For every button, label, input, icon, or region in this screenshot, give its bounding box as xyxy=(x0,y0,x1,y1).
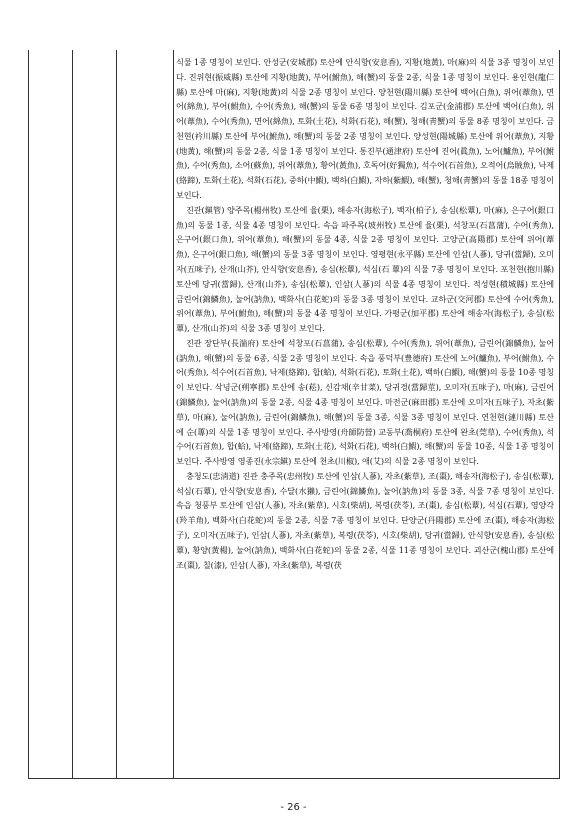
column-divider xyxy=(173,50,174,778)
body-text-cell xyxy=(176,55,554,775)
table-frame xyxy=(28,50,560,779)
column-divider xyxy=(72,50,73,778)
page-number: - 26 - xyxy=(280,802,307,813)
paragraph-1: 식물 1종 명칭이 보인다. 안성군(安城郡) 토산에 안식향(安息香), 지황(地黃), 마(麻)의 식물 3종 명칭이 보인다. 진위현(振威縣) 토산에 지황(地黃), 부어(鮒魚), 해(蟹)의 동물 2종, 식물 1종 명칭이 보인다. 용인현(龍仁縣) 토산에 마(麻), 지황(地黃)의 식물 2종 명칭이 보인다. 양천현(陽川縣) 토산에 백어(白魚), 위어(葦魚), 면어(綿魚), 부어(鮒魚), 수어(秀魚), 해(蟹)의 동물 6종 명칭이 보인다. 김포군(金浦郡) 토산에 백어(白魚), 위어(葦魚), 수어(秀魚), 면어(綿魚), 토화(土花), 석화(石花), 해(蟹), 청해(靑蟹)의 동물 8종 명칭이 보인다. 금천현(衿川縣) 토산에 부어(鮒魚), 해(蟹)의 동물 2종 명칭이 보인다. 양성현(陽城縣) 토산에 위어(葦魚), 지황(地黃), 해(蟹)의 동물 2종, 식물 1종 명칭이 보인다. 통진부(通津府) 토산에 진어(眞魚), 노어(鱸魚), 부어(鮒魚), 수어(秀魚), 소어(蘇魚), 위어(葦魚), 황어(黃魚), 호독어(好獨魚), 석수어(石首魚), 오적어(烏賊魚), 낙제(絡蹄), 토화(土花), 석화(石花), 중하(中鰕), 백하(白鰕), 자하(紫鰕), 해(蟹), 청해(靑蟹)의 동물 18종 명칭이 보인다. xyxy=(176,57,554,201)
paragraph-4: 충청도(忠淸道) 진관 충주목(忠州牧) 토산에 인삼(人蔘), 자초(紫草), 조(棗), 해송자(海松子), 송심(松蕈), 석심(石蕈), 안식향(安息香), 수달(水獺), 금린어(錦鱗魚), 눌어(訥魚)의 동물 3종, 식물 7종 명칭이 보인다. 속읍 청풍부 토산에 인삼(人蔘), 자초(紫草), 시호(柴胡), 복령(茯苓), 조(棗), 송심(松蕈), 석심(石蕈), 영양각(羚羊角), 백화사(白花蛇)의 동물 2종, 식물 7종 명칭이 보인다. 단양군(丹陽郡) 토산에 조(棗), 해송자(海松子), 오미자(五味子), 인삼(人蔘), 자초(紫草), 복령(茯苓), 시호(柴胡), 당귀(當歸), 안식향(安息香), 송심(松蕈), 황양(黃楊), 눌어(訥魚), 백화사(白花蛇)의 동물 2종, 식물 11종 명칭이 보인다. 괴산군(槐山郡) 토산에 조(棗), 칠(漆), 인삼(人蔘), 자초(紫草), 복령(茯 xyxy=(176,470,554,570)
paragraph-2: 진관(鎭管) 양주목(楊州牧) 토산에 율(栗), 해송자(海松子), 백자(柏子), 송심(松蕈), 마(麻), 은구어(銀口魚)의 동물 1종, 식물 4종 명칭이 보인다. 속읍 파주목(坡州牧) 토산에 율(栗), 석창포(石菖蒲), 수어(秀魚), 은구어(銀口魚), 위어(葦魚), 해(蟹)의 동물 4종, 식물 2종 명칭이 보인다. 고양군(高陽郡) 토산에 위어(葦魚), 은구어(銀口魚), 해(蟹)의 동물 3종 명칭이 보인다. 영평현(永平縣) 토산에 인삼(人蔘), 당귀(當歸), 오미자(五味子), 산개(山芥), 안식향(安息香), 송심(松蕈), 석심(石 蕈)의 식물 7종 명칭이 보인다. 포천현(抱川縣) 토산에 당귀(當歸), 산개(山芥), 송심(松蕈), 인삼(人蔘)의 식물 4종 명칭이 보인다. 적성현(積城縣) 토산에 금린어(錦鱗魚), 눌어(訥魚), 백화사(白花蛇)의 동물 3종 명칭이 보인다. 교하군(交河郡) 토산에 수어(秀魚), 위어(葦魚), 부어(鮒魚), 해(蟹)의 동물 4종 명칭이 보인다. 가평군(加平郡) 토산에 해송자(海松子), 송심(松蕈), 산개(山芥)의 식물 3종 명칭이 보인다. xyxy=(176,204,554,334)
paragraph-3: 진관 장단부(長湍府) 토산에 석창포(石菖蒲), 송심(松蕈), 수어(秀魚), 위어(葦魚), 금린어(錦鱗魚), 눌어(訥魚), 해(蟹)의 동물 6종, 식물 2종 명칭이 보인다. 속읍 풍덕부(豊德府) 토산에 노어(鱸魚), 부어(鮒魚), 수어(秀魚), 석수어(石首魚), 낙제(絡蹄), 합(蛤), 석화(石花), 토화(土花), 백하(白鰕), 해(蟹)의 동물 10종 명칭이 보인다. 삭녕군(朔寧郡) 토산에 송(菘), 신감채(辛甘菜), 당귀경(當歸莖), 오미자(五味子), 마(麻), 금린어(錦鱗魚), 눌어(訥魚)의 동물 2종, 식물 4종 명칭이 보인다. 마전군(麻田郡) 토산에 오미자(五味子), 자초(紫草), 마(麻), 눌어(訥魚), 금린어(錦鱗魚), 해(蟹)의 동물 3종, 식물 3종 명칭이 보인다. 연천현(漣川縣) 토산에 순(蓴)의 식물 1종 명칭이 보인다. 주사방영(舟師防營) 교동부(喬桐府) 토산에 완초(莞草), 수어(秀魚), 석수어(石首魚), 합(蛤), 낙제(絡蹄), 토화(土花), 석화(石花), 백하(白鰕), 해(蟹)의 동물 10종, 식물 1종 명칭이 보인다. 주사방영 영종진(永宗鎭) 토산에 천초(川椒), 애(艾)의 식물 2종 명칭이 보인다. xyxy=(176,337,554,467)
column-divider xyxy=(116,50,117,778)
